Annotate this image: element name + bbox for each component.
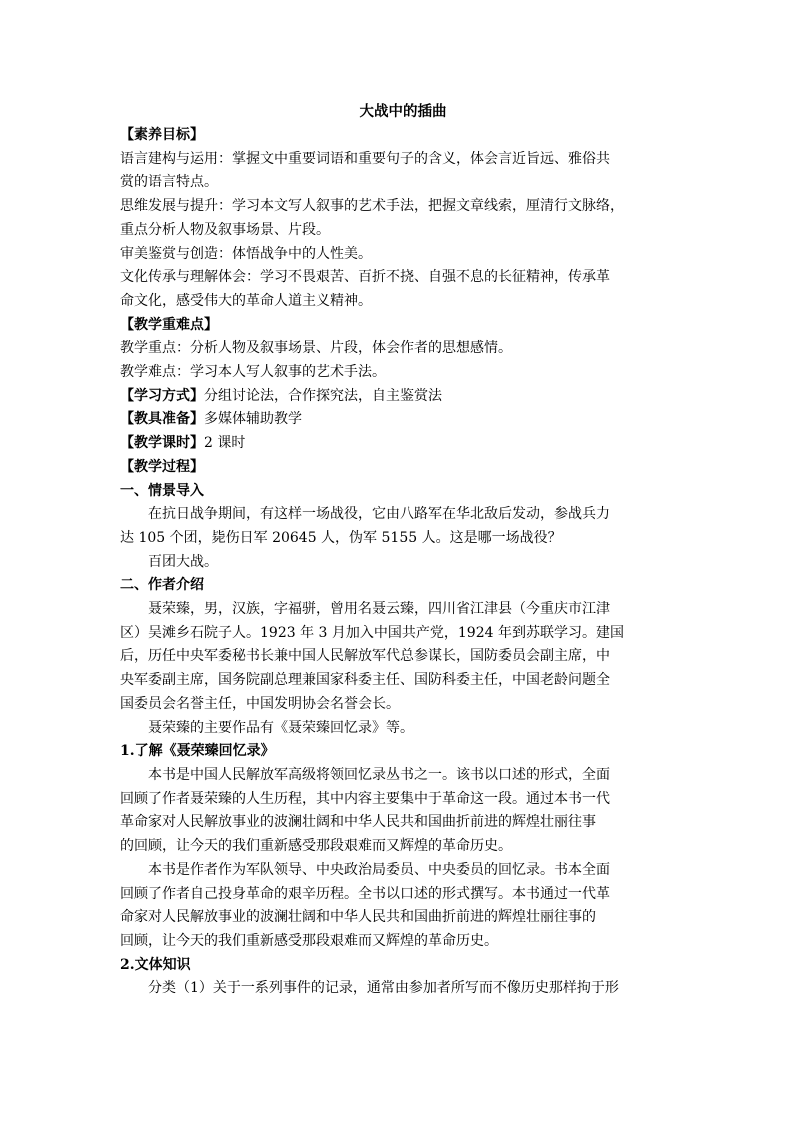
- line-text: 多媒体辅助教学: [204, 411, 302, 428]
- text-line: [120, 859, 680, 883]
- text-line: [120, 408, 680, 432]
- line-text: 回顾，让今天的我们重新感受那段艰难而又辉煌的革命历史。: [120, 932, 498, 949]
- text-line: [120, 148, 680, 172]
- line-text: 本书是作者作为军队领导、中央政治局委员、中央委员的回忆录。书本全面: [148, 861, 610, 878]
- line-text: 审美鉴赏与创造：体悟战争中的人性美。: [120, 245, 372, 262]
- text-line: [120, 527, 680, 551]
- text-line: [120, 290, 680, 314]
- text-line: [120, 906, 680, 930]
- section-label: 【素养目标】: [120, 127, 204, 143]
- line-text: 语言建构与运用：掌握文中重要词语和重要句子的含义，体会言近旨远、雅俗共: [120, 150, 610, 167]
- text-line: [120, 456, 680, 480]
- line-text: 央军委副主席，国务院副总理兼国家科委主任、国防科委主任，中国老龄问题全: [120, 672, 610, 689]
- line-text: 教学难点：学习本人写人叙事的艺术手法。: [120, 364, 386, 381]
- text-line: [120, 764, 680, 788]
- line-text: 重点分析人物及叙事场景、片段。: [120, 221, 330, 238]
- text-line: [120, 883, 680, 907]
- line-text: 思维发展与提升：学习本文写人叙事的艺术手法，把握文章线索，厘清行文脉络，: [120, 198, 624, 215]
- text-line: [120, 598, 680, 622]
- line-text: 2 课时: [204, 435, 246, 452]
- text-lines: [120, 124, 680, 1001]
- line-text: 教学重点：分析人物及叙事场景、片段，体会作者的思想感情。: [120, 340, 512, 357]
- text-line: [120, 693, 680, 717]
- text-line: [120, 977, 680, 1001]
- section-label: 【教学过程】: [120, 458, 204, 475]
- document-body: [120, 101, 680, 1001]
- line-text: 后，历任中央军委秘书长兼中国人民解放军代总参谋长，国防委员会副主席，中: [120, 648, 610, 665]
- line-text: 文化传承与理解体会：学习不畏艰苦、百折不挠、自强不息的长征精神，传承革: [120, 269, 610, 286]
- text-line: [120, 574, 680, 598]
- text-line: [120, 171, 680, 195]
- line-text: 命文化，感受伟大的革命人道主义精神。: [120, 292, 372, 309]
- text-line: [120, 717, 680, 741]
- section-label: 二、作者介绍: [120, 577, 204, 594]
- section-label: 【教学重难点】: [120, 316, 218, 333]
- text-line: [120, 740, 680, 764]
- line-text: 区）吴滩乡石院子人。1923 年 3 月加入中国共产党，1924 年到苏联学习。建国: [120, 624, 624, 641]
- section-label: 【教具准备】: [120, 411, 204, 428]
- line-text: 聂荣臻，男，汉族，字福骈，曾用名聂云臻，四川省江津县（今重庆市江津: [148, 601, 610, 618]
- text-line: [120, 669, 680, 693]
- line-text: 分组讨论法，合作探究法，自主鉴赏法: [204, 387, 442, 404]
- text-line: [120, 811, 680, 835]
- text-line: [120, 480, 680, 504]
- section-label: 1.了解《聂荣臻回忆录》: [120, 743, 275, 760]
- text-line: [120, 622, 680, 646]
- line-text: 百团大战。: [148, 553, 218, 570]
- text-line: [120, 788, 680, 812]
- text-line: [120, 930, 680, 954]
- text-line: [120, 124, 680, 148]
- line-text: 命家对人民解放事业的波澜壮阔和中华人民共和国曲折前进的辉煌壮丽往事的: [120, 909, 596, 926]
- text-line: [120, 432, 680, 456]
- line-text: 聂荣臻的主要作品有《聂荣臻回忆录》等。: [148, 719, 414, 736]
- line-text: 分类（1）关于一系列事件的记录，通常由参加者所写而不像历史那样拘于形: [148, 980, 619, 997]
- line-text: 回顾了作者聂荣臻的人生历程，其中内容主要集中于革命这一段。通过本书一代: [120, 790, 610, 807]
- line-text: 达 105 个团，毙伤日军 20645 人，伪军 5155 人。这是哪一场战役？: [120, 529, 562, 546]
- text-line: [120, 314, 680, 338]
- text-line: [120, 195, 680, 219]
- page-title: 大战中的插曲: [359, 103, 447, 120]
- line-text: 的回顾，让今天的我们重新感受那段艰难而又辉煌的革命历史。: [120, 838, 512, 855]
- text-line: [120, 361, 680, 385]
- text-line: [120, 385, 680, 409]
- section-label: 【学习方式】: [120, 387, 204, 404]
- text-line: [120, 835, 680, 859]
- text-line: [120, 503, 680, 527]
- section-label: 【教学课时】: [120, 435, 204, 452]
- text-line: [120, 551, 680, 575]
- line-text: 赏的语言特点。: [120, 174, 218, 191]
- text-line: [120, 954, 680, 978]
- text-line: [120, 243, 680, 267]
- line-text: 国委员会名誉主任，中国发明协会名誉会长。: [120, 695, 400, 712]
- section-label: 一、情景导入: [120, 482, 204, 499]
- line-text: 回顾了作者自己投身革命的艰辛历程。全书以口述的形式撰写。本书通过一代革: [120, 885, 610, 902]
- text-line: [120, 219, 680, 243]
- text-line: [120, 337, 680, 361]
- line-text: 革命家对人民解放事业的波澜壮阔和中华人民共和国曲折前进的辉煌壮丽往事: [120, 814, 596, 831]
- section-label: 2.文体知识: [120, 956, 191, 973]
- text-line: [120, 645, 680, 669]
- line-text: 本书是中国人民解放军高级将领回忆录丛书之一。该书以口述的形式，全面: [148, 766, 610, 783]
- text-line: [120, 266, 680, 290]
- line-text: 在抗日战争期间，有这样一场战役，它由八路军在华北敌后发动，参战兵力: [148, 506, 610, 523]
